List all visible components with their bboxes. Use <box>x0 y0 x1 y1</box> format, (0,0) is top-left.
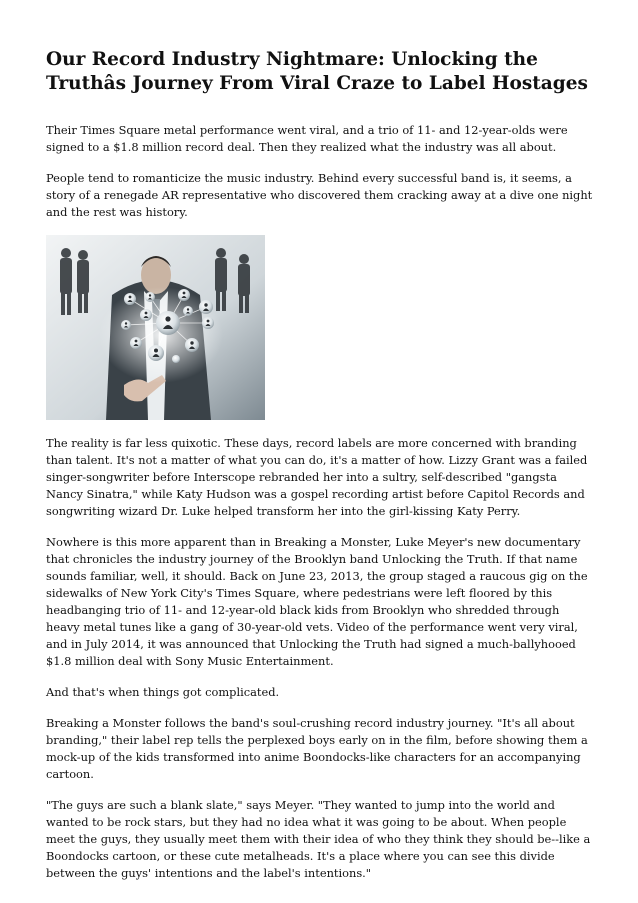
article-title: Our Record Industry Nightmare: Unlocking the Truthâs Journey From Viral Craze to Label Hostages <box>46 49 588 94</box>
paragraph-reality: The reality is far less quixotic. These days, record labels are more concerned with branding than talent. It's not a matter of what you can do, it's a matter of how. Lizzy Grant was a failed singer-songwriter before Interscope rebranded her into a sultry, self-described "gangsta Nancy Sinatra," while Katy Hudson was a gospel recording artist before Capitol Records and songwriting wizard Dr. Luke helped transform her into the girl-kissing Katy Perry. <box>46 436 588 518</box>
article <box>46 48 596 896</box>
business-network-image <box>46 235 265 420</box>
paragraph-complicated: And that's when things got complicated. <box>46 685 280 699</box>
paragraph-breaking: Breaking a Monster follows the band's soul-crushing record industry journey. "It's all about branding," their label rep tells the perplexed boys early on in the film, before showing them a mock-up of the kids transformed into anime Boondocks-like characters for an accompanying cartoon. <box>46 716 588 781</box>
paragraph-intro: Their Times Square metal performance went viral, and a trio of 11- and 12-year-olds were signed to a $1.8 million record deal. Then they realized what the industry was all about. <box>46 123 568 154</box>
paragraph-romanticize: People tend to romanticize the music industry. Behind every successful band is, it seems, a story of a renegade AR representative who discovered them cracking away at a dive one night and the rest was history. <box>46 171 593 219</box>
paragraph-nowhere: Nowhere is this more apparent than in Breaking a Monster, Luke Meyer's new documentary that chronicles the industry journey of the Brooklyn band Unlocking the Truth. If that name sounds familiar, well, it should. Back on June 23, 2013, the group staged a raucous gig on the sidewalks of New York City's Times Square, where pedestrians were left floored by this headbanging trio of 11- and 12-year-old black kids from Brooklyn who shredded through heavy metal tunes like a gang of 30-year-old vets. Video of the performance went very viral, and in July 2014, it was announced that Unlocking the Truth had signed a much-ballyhooed $1.8 million deal with Sony Music Entertainment. <box>46 535 588 668</box>
paragraph-quote: "The guys are such a blank slate," says Meyer. "They wanted to jump into the world and wanted to be rock stars, but they had no idea what it was going to be about. When people meet the guys, they usually meet them with their idea of who they think they should be--like a Boondocks cartoon, or these cute metalheads. It's a place where you can see this divide between the guys' intentions and the label's intentions." <box>46 798 591 880</box>
